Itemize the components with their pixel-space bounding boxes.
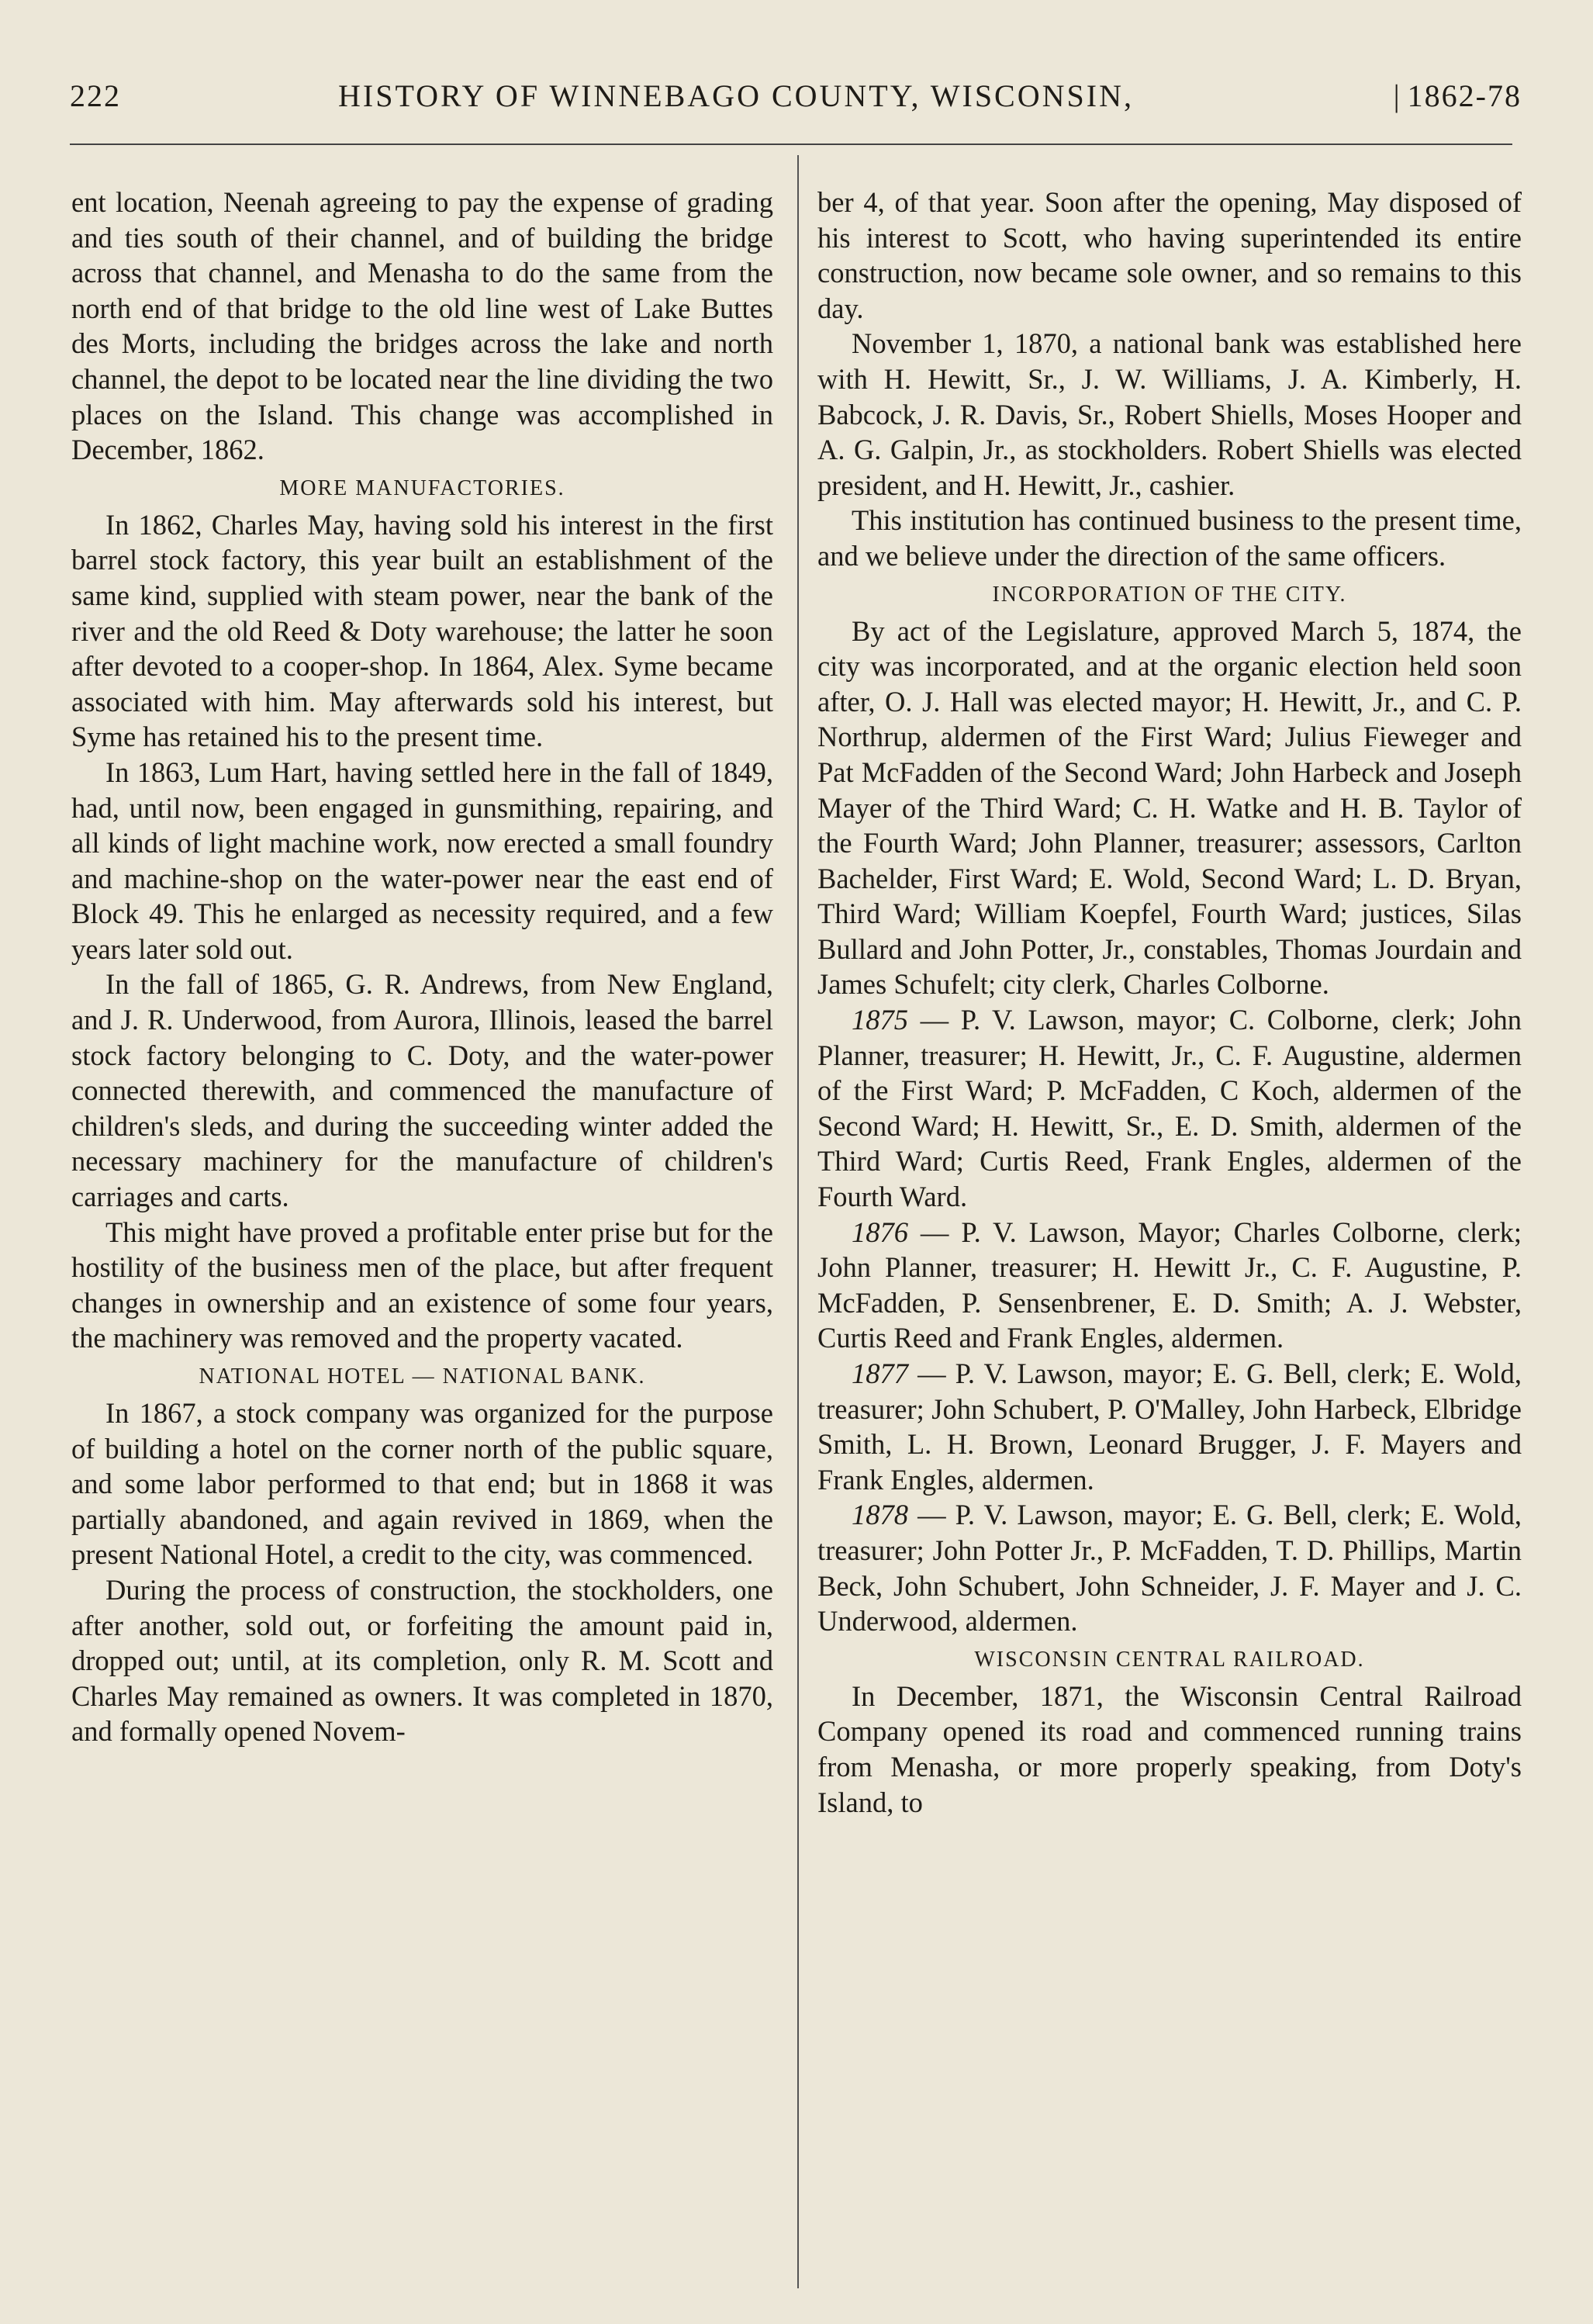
date-range: | 1862-78 (1394, 78, 1522, 114)
paragraph: In December, 1871, the Wisconsin Central Railroad Company opened its road and commenced running trains from Menasha, or more properly speaking, from Doty's Island, to (817, 1679, 1522, 1818)
year-entry-1875 (817, 1002, 1522, 1215)
year-text: — P. V. Lawson, mayor; C. Colborne, clerk; John Planner, treasurer; H. Hewitt, Jr., C. F. Augustine, aldermen of the First Ward; P. McFadden, C Koch, aldermen of the Second Ward; H. Hewitt, Sr., E. D. Smith, aldermen of the Third Ward; Curtis Reed, Frank Engles, aldermen of the Fourth Ward. (817, 1004, 1522, 1213)
page-number: 222 (70, 78, 121, 113)
year-entry-1878 (817, 1497, 1522, 1638)
right-column (817, 185, 1522, 1820)
year-label: 1877 (852, 1357, 908, 1389)
left-column (71, 185, 773, 1749)
year-entry-1877 (817, 1356, 1522, 1497)
paragraph: ent location, Neenah agreeing to pay the expense of grading and ties south of their channel, and of building the bridge across that channel, and Menasha to do the same from the north end of that bridge to the old line west of Lake Buttes des Morts, including the bridges across the lake and north channel, the depot to be located near the line dividing the two places on the Island. This change was accomplished in December, 1862. (71, 186, 773, 466)
paragraph: In 1867, a stock company was organized for the purpose of building a hotel on the corner north of the public square, and some labor performed to that end; but in 1868 it was partially abandoned, and again revived in 1869, when the present National Hotel, a credit to the city, was commenced. (71, 1397, 773, 1571)
section-heading-more-manufactories: MORE MANUFACTORIES. (279, 476, 565, 500)
paragraph: November 1, 1870, a national bank was established here with H. Hewitt, Sr., J. W. Williams, J. A. Kimberly, H. Babcock, J. R. Davis, Sr., Robert Shiells, Moses Hooper and A. G. Galpin, Jr., as stockholders. Robert Shiells was elected president, and H. Hewitt, Jr., cashier. (817, 327, 1522, 501)
year-label: 1876 (852, 1216, 908, 1248)
running-header (70, 78, 1528, 124)
year-text: — P. V. Lawson, mayor; E. G. Bell, clerk; E. Wold, treasurer; John Schubert, P. O'Malley, John Harbeck, Elbridge Smith, L. H. Brown, Leonard Brugger, J. F. Mayers and Frank Engles, aldermen. (817, 1357, 1522, 1496)
year-label: 1875 (852, 1004, 908, 1036)
year-entry-1876 (817, 1215, 1522, 1356)
section-heading-national-hotel: NATIONAL HOTEL — NATIONAL BANK. (199, 1364, 646, 1389)
paragraph: ber 4, of that year. Soon after the opening, May disposed of his interest to Scott, who having superintended its entire construction, now became sole owner, and so remains to this day. (817, 186, 1522, 324)
column-divider (797, 155, 799, 2288)
header-rule (70, 144, 1512, 145)
paragraph: This might have proved a profitable enter prise but for the hostility of the business men of the place, but after frequent changes in ownership and an existence of some four years, the machinery was removed and the property vacated. (71, 1216, 773, 1354)
year-text: — P. V. Lawson, Mayor; Charles Colborne, clerk; John Planner, treasurer; H. Hewitt Jr., C. F. Augustine, P. McFadden, P. Sensenbrener, E. D. Smith; A. J. Webster, Curtis Reed and Frank Engles, aldermen. (817, 1216, 1522, 1354)
section-heading-incorporation: INCORPORATION OF THE CITY. (992, 582, 1347, 607)
paragraph: In 1863, Lum Hart, having settled here in the fall of 1849, had, until now, been engaged in gunsmithing, repairing, and all kinds of light machine work, now erected a small foundry and machine-shop on the water-power near the east end of Block 49. This he enlarged as necessity required, and a few years later sold out. (71, 756, 773, 965)
page-title: HISTORY OF WINNEBAGO COUNTY, WISCONSIN, (338, 78, 1134, 113)
paragraph: In 1862, Charles May, having sold his interest in the first barrel stock factory, this year built an establishment of the same kind, supplied with steam power, near the bank of the river and the old Reed & Doty warehouse; the latter he soon after devoted to a cooper-shop. In 1864, Alex. Syme became associated with him. May afterwards sold his interest, but Syme has retained his to the present time. (71, 508, 773, 753)
year-text: — P. V. Lawson, mayor; E. G. Bell, clerk; E. Wold, treasurer; John Potter Jr., P. McFadden, T. D. Phillips, Martin Beck, John Schubert, John Schneider, J. F. Mayer and J. C. Underwood, aldermen. (817, 1499, 1522, 1638)
paragraph: In the fall of 1865, G. R. Andrews, from New England, and J. R. Underwood, from Aurora, Illinois, leased the barrel stock factory belonging to C. Doty, and the water-power connected therewith, and commenced the manufacture of children's sleds, and during the succeeding winter added the necessary machinery for the manufacture of children's carriages and carts. (71, 968, 773, 1213)
paragraph: During the process of construction, the stockholders, one after another, sold out, or forfeiting the amount paid in, dropped out; until, at its completion, only R. M. Scott and Charles May remained as owners. It was completed in 1870, and formally opened Novem- (71, 1573, 773, 1748)
paragraph: By act of the Legislature, approved March 5, 1874, the city was incorporated, and at the organic election held soon after, O. J. Hall was elected mayor; H. Hewitt, Jr., and C. P. Northrup, aldermen of the First Ward; Julius Fieweger and Pat McFadden of the Second Ward; John Harbeck and Joseph Mayer of the Third Ward; C. H. Watke and H. B. Taylor of the Fourth Ward; John Planner, treasurer; assessors, Carlton Bachelder, First Ward; E. Wold, Second Ward; L. D. Bryan, Third Ward; William Koepfel, Fourth Ward; justices, Silas Bullard and John Potter, Jr., constables, Thomas Jourdain and James Schufelt; city clerk, Charles Colborne. (817, 614, 1522, 1001)
paragraph: This institution has continued business to the present time, and we believe under the direction of the same officers. (817, 504, 1522, 572)
year-label: 1878 (852, 1499, 908, 1531)
section-heading-railroad: WISCONSIN CENTRAL RAILROAD. (974, 1647, 1365, 1672)
